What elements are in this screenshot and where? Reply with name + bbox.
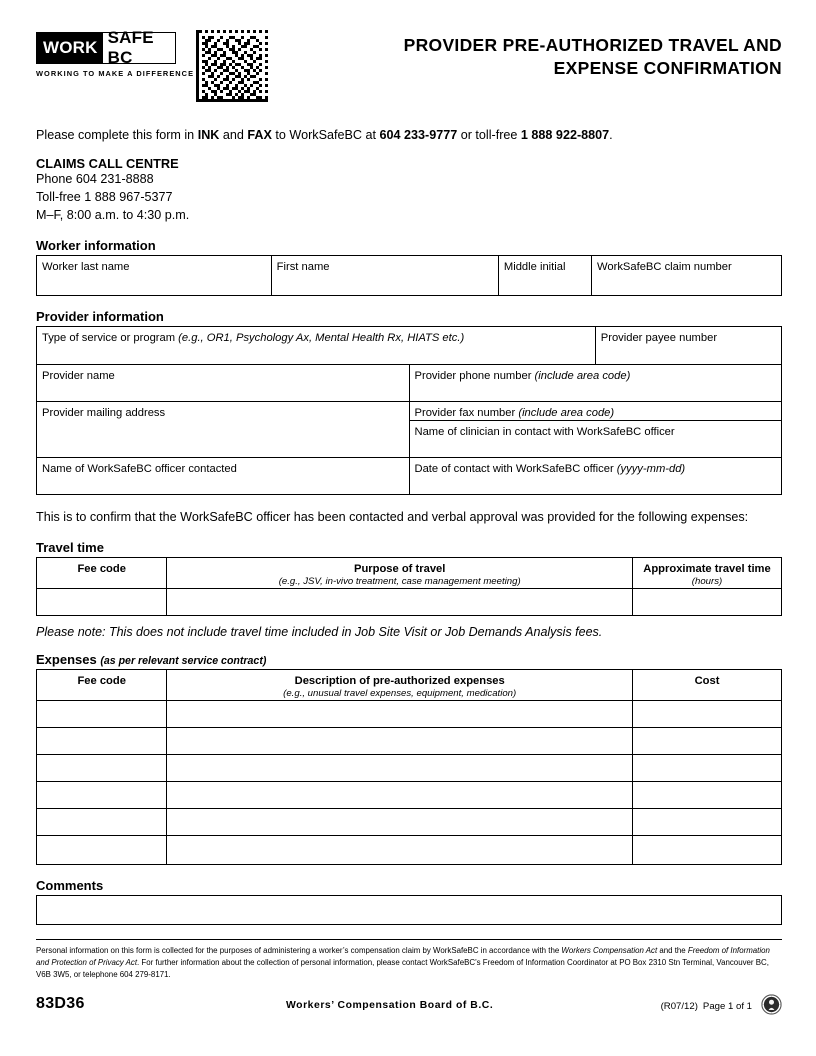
purpose-of-travel-header-label: Purpose of travel <box>353 562 446 575</box>
expense-cost-cell[interactable] <box>633 808 782 835</box>
approximate-travel-time-cell[interactable] <box>633 588 782 615</box>
expenses-heading-hint: (as per relevant service contract) <box>100 654 267 667</box>
page-number: Page 1 of 1 <box>702 1001 752 1012</box>
worker-middle-initial-field[interactable] <box>498 255 591 295</box>
privacy-text-c: . For further information about the collection of personal information, please contact WorkSafeBC’s Freedom of Information Coordinator at PO Box 2310 Stn Terminal, Vancouver BC, V6B 3W5, or telephone 604 279-8171. <box>36 957 769 979</box>
table-row <box>37 700 782 727</box>
table-header-row <box>37 557 782 588</box>
comments-heading: Comments <box>36 877 104 893</box>
expense-fee-code-cell[interactable] <box>37 781 167 808</box>
worker-last-name-label: Worker last name <box>42 260 130 273</box>
worksafebc-claim-number-label: WorkSafeBC claim number <box>597 260 732 273</box>
tollfree-fax-number: 1 888 922-8807 <box>520 128 610 142</box>
footer-meta <box>661 1001 752 1012</box>
instruction-paragraph <box>36 126 782 144</box>
privacy-divider <box>36 939 782 940</box>
approximate-travel-time-header-hint: (hours) <box>691 575 723 587</box>
expenses-table <box>36 669 782 865</box>
table-row <box>37 727 782 754</box>
expense-description-header-label: Description of pre-authorized expenses <box>294 674 505 687</box>
table-row <box>37 808 782 835</box>
provider-mailing-address-field[interactable] <box>37 401 410 457</box>
type-of-service-hint: (e.g., OR1, Psychology Ax, Mental Health Rx, HIATS etc.) <box>178 331 465 344</box>
purpose-of-travel-header <box>167 557 633 588</box>
form-page <box>36 30 782 981</box>
page-header <box>36 30 782 122</box>
expense-cost-cell[interactable] <box>633 727 782 754</box>
confirmation-paragraph: This is to confirm that the WorkSafeBC officer has been contacted and verbal approval was provided for the following expenses: <box>36 509 749 524</box>
logo-wordmark <box>36 28 176 67</box>
instruction-text-e: . <box>609 128 613 142</box>
table-row <box>37 255 782 295</box>
purpose-of-travel-header-hint: (e.g., JSV, in-vivo treatment, case management meeting) <box>278 575 521 587</box>
table-row <box>37 781 782 808</box>
travel-time-heading: Travel time <box>36 539 104 555</box>
expense-description-cell[interactable] <box>167 754 633 781</box>
privacy-act-1: Workers Compensation Act <box>561 945 658 955</box>
provider-fax-label: Provider fax number <box>414 406 519 419</box>
provider-phone-label: Provider phone number <box>414 369 535 382</box>
purpose-of-travel-cell[interactable] <box>167 588 633 615</box>
instruction-text-d: or toll-free <box>457 128 521 142</box>
expense-cost-cell[interactable] <box>633 781 782 808</box>
privacy-text-b: and the <box>657 945 688 955</box>
instruction-text-a: Please complete this form in <box>36 128 198 142</box>
date-of-contact-label: Date of contact with WorkSafeBC officer <box>414 462 617 475</box>
provider-information-table <box>36 326 782 495</box>
expense-cost-cell[interactable] <box>633 700 782 727</box>
expense-fee-code-cell[interactable] <box>37 754 167 781</box>
worksafebc-logo <box>36 28 195 78</box>
logo-safebc-text: SAFE BC <box>103 33 175 63</box>
type-of-service-label: Type of service or program <box>42 331 179 344</box>
expense-fee-code-header: Fee code <box>37 669 167 700</box>
provider-payee-number-label: Provider payee number <box>600 331 718 344</box>
page-title-line1: PROVIDER PRE-AUTHORIZED TRAVEL AND <box>403 35 782 55</box>
expense-fee-code-cell[interactable] <box>37 700 167 727</box>
clinician-name-field[interactable] <box>409 420 782 457</box>
expense-fee-code-cell[interactable] <box>37 835 167 864</box>
worker-information-heading: Worker information <box>36 237 156 253</box>
worker-first-name-label: First name <box>276 260 330 273</box>
table-row <box>37 326 782 364</box>
page-title <box>302 34 782 80</box>
officer-contacted-field[interactable] <box>37 457 410 494</box>
travel-time-table <box>36 557 782 616</box>
approximate-travel-time-header <box>633 557 782 588</box>
table-row <box>37 588 782 615</box>
date-of-contact-hint: (yyyy-mm-dd) <box>616 462 686 475</box>
expense-fee-code-cell[interactable] <box>37 727 167 754</box>
provider-payee-number-field[interactable] <box>595 326 781 364</box>
expenses-heading <box>36 652 782 667</box>
worksafebc-claim-number-field[interactable] <box>592 255 782 295</box>
provider-information-heading: Provider information <box>36 308 164 324</box>
travel-time-note: Please note: This does not include travel time included in Job Site Visit or Job Demands Analysis fees. <box>36 624 603 639</box>
claims-call-centre-tollfree: Toll-free 1 888 967-5377 <box>36 190 173 205</box>
page-title-line2: EXPENSE CONFIRMATION <box>553 58 782 79</box>
expense-description-header <box>167 669 633 700</box>
privacy-act-2: Freedom of Information and Protection of Privacy Act <box>36 945 770 967</box>
table-header-row <box>37 669 782 700</box>
worker-first-name-field[interactable] <box>271 255 498 295</box>
fax-number: 604 233-9777 <box>379 128 458 142</box>
expense-description-cell[interactable] <box>167 835 633 864</box>
expense-fee-code-cell[interactable] <box>37 808 167 835</box>
expense-cost-cell[interactable] <box>633 754 782 781</box>
instruction-text-c: to WorkSafeBC at <box>271 128 380 142</box>
travel-fee-code-cell[interactable] <box>37 588 167 615</box>
date-of-contact-field[interactable] <box>409 457 782 494</box>
privacy-text-a: Personal information on this form is collected for the purposes of administering a worker’s compensation claim by WorkSafeBC in accordance with the <box>36 945 562 955</box>
instruction-text-b: and <box>219 128 248 142</box>
datamatrix-barcode-icon <box>196 30 268 102</box>
table-row <box>37 457 782 494</box>
expense-cost-cell[interactable] <box>633 835 782 864</box>
officer-contacted-label: Name of WorkSafeBC officer contacted <box>42 462 237 475</box>
provider-name-field[interactable] <box>37 364 410 401</box>
organization-name: Workers’ Compensation Board of B.C. <box>286 1000 494 1011</box>
expense-description-cell[interactable] <box>167 808 633 835</box>
clinician-name-label: Name of clinician in contact with WorkSafeBC officer <box>414 425 675 438</box>
instruction-ink: INK <box>197 128 220 142</box>
revision-code: (R07/12) <box>660 1001 698 1012</box>
provider-mailing-address-label: Provider mailing address <box>42 406 166 419</box>
logo-work-text: WORK <box>37 33 103 63</box>
provider-fax-field[interactable] <box>409 401 782 420</box>
type-of-service-field[interactable] <box>37 326 596 364</box>
expense-description-cell[interactable] <box>167 727 633 754</box>
logo-tagline: WORKING TO MAKE A DIFFERENCE <box>36 69 195 78</box>
provider-phone-hint: (include area code) <box>534 369 631 382</box>
comments-input[interactable] <box>36 895 782 925</box>
privacy-notice <box>36 945 782 981</box>
expense-description-header-hint: (e.g., unusual travel expenses, equipment, medication) <box>283 687 517 699</box>
table-row <box>37 364 782 401</box>
provincial-seal-icon <box>761 994 782 1015</box>
expenses-heading-label: Expenses <box>36 651 97 667</box>
provider-phone-field[interactable] <box>409 364 782 401</box>
table-row <box>37 754 782 781</box>
worker-last-name-field[interactable] <box>37 255 272 295</box>
worker-information-table <box>36 255 782 296</box>
claims-call-centre-phone: Phone 604 231-8888 <box>36 172 154 187</box>
provider-fax-hint: (include area code) <box>518 406 615 419</box>
table-row <box>37 401 782 420</box>
form-code: 83D36 <box>36 995 85 1012</box>
expense-description-cell[interactable] <box>167 700 633 727</box>
claims-call-centre-hours: M–F, 8:00 a.m. to 4:30 p.m. <box>36 208 190 222</box>
expense-cost-header: Cost <box>633 669 782 700</box>
page-footer <box>36 995 782 1025</box>
approximate-travel-time-header-label: Approximate travel time <box>643 562 771 575</box>
table-row <box>37 835 782 864</box>
provider-name-label: Provider name <box>42 369 115 382</box>
claims-call-centre-heading: CLAIMS CALL CENTRE <box>36 156 179 172</box>
travel-fee-code-header: Fee code <box>37 557 167 588</box>
instruction-fax: FAX <box>247 128 272 142</box>
worker-middle-initial-label: Middle initial <box>503 260 566 273</box>
expense-description-cell[interactable] <box>167 781 633 808</box>
